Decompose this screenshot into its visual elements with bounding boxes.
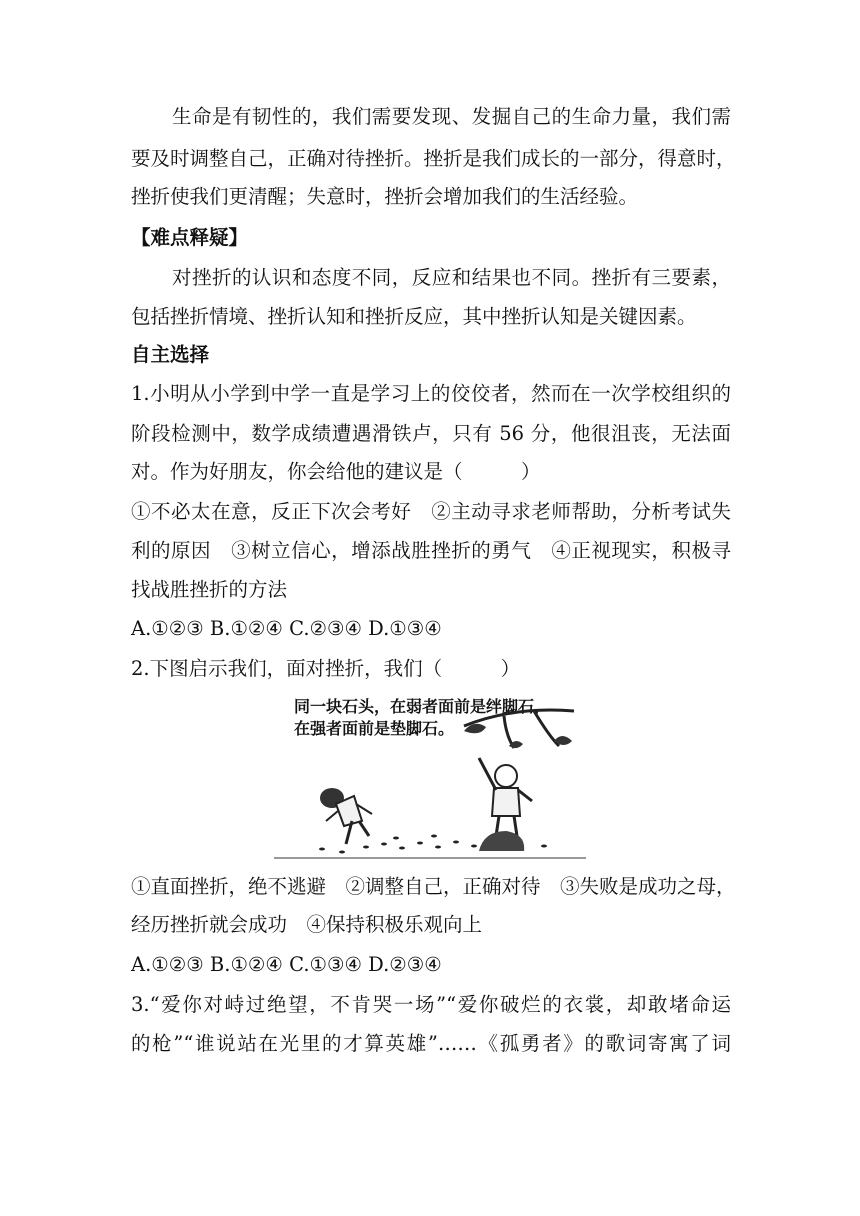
q1-options: A.①②③ B.①②④ C.②③④ D.①③④ xyxy=(131,617,442,640)
q3-stem-line1: 3.“爱你对峙过绝望，不肯哭一场”“爱你破烂的衣裳，却敢堵命运 xyxy=(131,993,731,1016)
q1-stem-line1: 1.小明从小学到中学一直是学习上的佼佼者，然而在一次学校组织的 xyxy=(131,382,731,405)
q2-stem: 2.下图启示我们，面对挫折，我们（ ） xyxy=(131,657,521,680)
cartoon-drawing xyxy=(274,686,586,861)
q2-illustration xyxy=(274,686,586,861)
illustration-caption-line2: 在强者面前是垫脚石。 xyxy=(294,719,455,738)
q1-item-line3: 找战胜挫折的方法 xyxy=(131,578,288,601)
q3-stem-line2: 的枪”“谁说站在光里的才算英雄”……《孤勇者》的歌词寄寓了词 xyxy=(131,1032,731,1055)
q1-stem-line3: 对。作为好朋友，你会给他的建议是（ ） xyxy=(131,460,541,483)
q1-item-line1: ①不必太在意，反正下次会考好 ②主动寻求老师帮助，分析考试失 xyxy=(131,500,731,523)
q2-item-line1: ①直面挫折，绝不逃避 ②调整自己，正确对待 ③失败是成功之母， xyxy=(131,875,736,898)
q1-stem-line2: 阶段检测中，数学成绩遭遇滑铁卢，只有 56 分，他很沮丧，无法面 xyxy=(131,422,731,445)
q2-options: A.①②③ B.①②④ C.①③④ D.②③④ xyxy=(131,953,442,976)
para1-line3: 挫折使我们更清醒；失意时，挫折会增加我们的生活经验。 xyxy=(131,185,639,208)
para2-line2: 包括挫折情境、挫折认知和挫折反应，其中挫折认知是关键因素。 xyxy=(131,305,697,328)
q1-item-line2: 利的原因 ③树立信心，增添战胜挫折的勇气 ④正视现实，积极寻 xyxy=(131,539,731,562)
para2-line1: 对挫折的认识和态度不同，反应和结果也不同。挫折有三要素， xyxy=(172,266,731,289)
para1-line2: 要及时调整自己，正确对待挫折。挫折是我们成长的一部分，得意时， xyxy=(131,147,736,170)
heading-self-select: 自主选择 xyxy=(131,343,210,366)
heading-difficulty: 【难点释疑】 xyxy=(131,226,249,249)
illustration-caption-line1: 同一块石头，在弱者面前是绊脚石， xyxy=(294,697,551,716)
q2-item-line2: 经历挫折就会成功 ④保持积极乐观向上 xyxy=(131,913,483,936)
para1-line1: 生命是有韧性的，我们需要发现、发掘自己的生命力量，我们需 xyxy=(172,105,731,128)
